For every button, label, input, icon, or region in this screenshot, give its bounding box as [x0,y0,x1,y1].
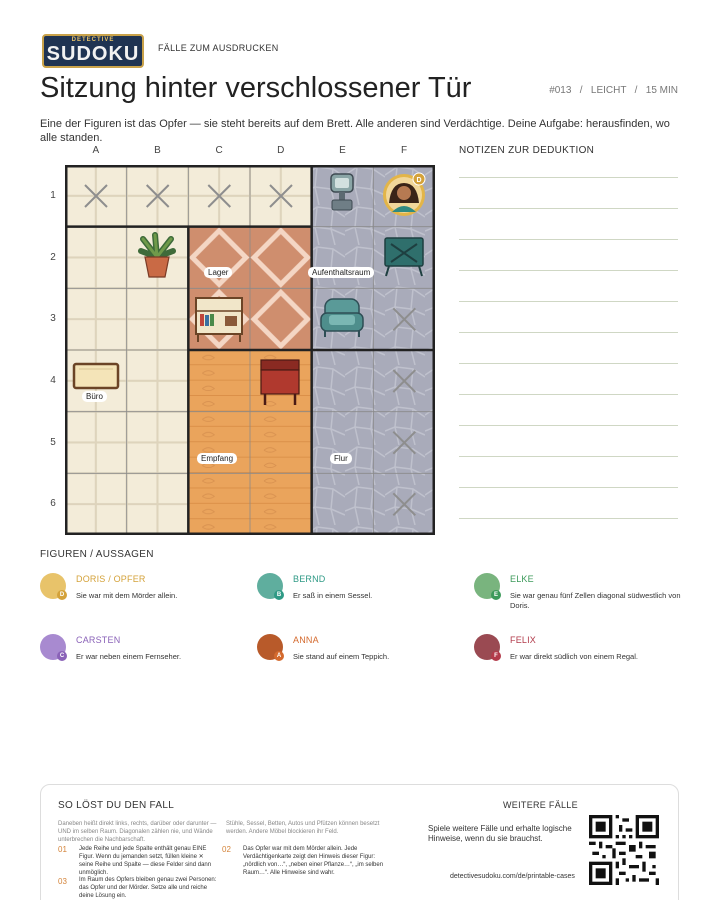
figure-card-carsten [40,634,250,674]
row-label: 5 [50,436,56,448]
note-line[interactable] [459,270,678,271]
game-board [65,165,435,535]
rule-number: 02 [222,845,231,854]
case-meta [549,85,678,96]
figure-badge: C [57,651,67,661]
figure-statement: Er war direkt südlich von einem Regal. [510,652,638,661]
armchair-icon [321,299,363,337]
case-difficulty: LEICHT [590,85,627,96]
rule-text: Im Raum des Opfers bleiben genau zwei Personen: das Opfer und der Mörder. Setze alle und reiche deine Lösung ein. [79,877,217,899]
rule-text: Das Opfer war mit dem Mörder allein. Jede Verdächtigenkarte zeigt den Hinweis dieser Figur: „nördlich von…“, „neben einer Pflanze…“, „im selben Raum…“. Alle Hinweise sind wahr. [243,846,384,876]
room-label-buero: Büro [82,391,107,402]
figure-badge: F [491,651,501,661]
case-title: Sitzung hinter verschlossener Tür [40,72,472,104]
row-labels [46,165,60,535]
figure-name: FELIX [510,635,537,645]
column-label: E [339,145,346,156]
figure-statement: Er war neben einem Fernseher. [76,652,182,661]
board-graphic [65,165,435,535]
room-label-aufenthaltsraum: Aufenthaltsraum [308,267,374,278]
room-label-empfang: Empfang [197,453,237,464]
brand-logo [42,34,144,68]
figure-card-elke [474,573,684,613]
case-duration: 15 MIN [645,85,678,96]
note-line[interactable] [459,177,678,178]
notes-title: NOTIZEN ZUR DEDUKTION [459,145,595,156]
figure-name: ELKE [510,574,534,584]
figure-statement: Sie war mit dem Mörder allein. [76,591,178,600]
note-line[interactable] [459,425,678,426]
room-label-flur: Flur [330,453,352,464]
figure-badge: E [491,590,501,600]
rule-number: 01 [58,845,67,854]
column-label: D [277,145,285,156]
more-cases-title: WEITERE FÄLLE [503,800,578,810]
figure-statement: Sie stand auf einem Teppich. [293,652,390,661]
victim-token-letter: D [416,177,422,184]
howto-intro-adjacency: Daneben heißt direkt links, rechts, darüber oder darunter — UND im selben Raum. Diagonalen zählen nie, und Wände unterbrechen die Nachbarschaft. [58,821,217,843]
column-label: C [215,145,223,156]
figures-title: FIGUREN / AUSSAGEN [40,549,154,560]
figure-name: CARSTEN [76,635,121,645]
note-line[interactable] [459,456,678,457]
figure-name: BERND [293,574,326,584]
column-label: A [92,145,100,156]
note-line[interactable] [459,394,678,395]
note-line[interactable] [459,363,678,364]
figure-card-doris [40,573,250,613]
figure-statement: Er saß in einem Sessel. [293,591,373,600]
row-label: 6 [50,498,56,510]
tv-icon [331,174,353,210]
figure-badge: A [274,651,284,661]
column-labels [65,145,435,157]
howto-intro-furniture: Stühle, Sessel, Betten, Autos und Pfützen können besetzt werden. Andere Möbel blockieren ihr Feld. [226,821,380,835]
case-intro: Eine der Figuren ist das Opfer — sie steht bereits auf dem Brett. Alle anderen sind Verdächtige. Deine Aufgabe: herausfinden, wo alle standen. [40,118,670,144]
meta-separator: / [634,85,638,96]
header-subtitle: FÄLLE ZUM AUSDRUCKEN [158,43,279,53]
figure-badge: D [57,590,67,600]
room-label-lager: Lager [204,267,232,278]
logo-main-text: SUDOKU [46,43,140,65]
column-label: F [401,145,408,156]
column-label: B [154,145,161,156]
row-label: 2 [50,251,56,263]
desk-icon [74,364,118,388]
figure-statement: Sie war genau fünf Zellen diagonal südwestlich von Doris. [510,591,681,610]
figure-card-bernd [257,573,467,613]
figure-card-felix [474,634,684,674]
meta-separator: / [579,85,583,96]
howto-title: SO LÖST DU DEN FALL [58,800,175,811]
rule-number: 03 [58,877,67,886]
note-line[interactable] [459,487,678,488]
note-line[interactable] [459,301,678,302]
figure-name: ANNA [293,635,319,645]
note-line[interactable] [459,332,678,333]
note-line[interactable] [459,518,678,519]
figure-card-anna [257,634,467,674]
figure-badge: B [274,590,284,600]
row-label: 3 [50,313,56,325]
figure-name: DORIS / OPFER [76,574,146,584]
qr-code-icon[interactable] [589,815,659,885]
more-cases-link[interactable]: detectivesudoku.com/de/printable-cases [450,873,575,880]
row-label: 1 [50,190,56,201]
logo-top-text: DETECTIVE [71,37,115,43]
note-line[interactable] [459,239,678,240]
rule-text: Jede Reihe und jede Spalte enthält genau EINE Figur. Wenn du jemanden setzt, füllen kleine ✕ seine Reihe und Spalte — diese Felder sind dann unmöglich. [79,846,212,876]
case-number: #013 [549,85,572,96]
row-label: 4 [50,374,56,386]
note-line[interactable] [459,208,678,209]
more-cases-text: Spiele weitere Fälle und erhalte logische Hinweise, wenn du sie brauchst. [428,824,572,843]
